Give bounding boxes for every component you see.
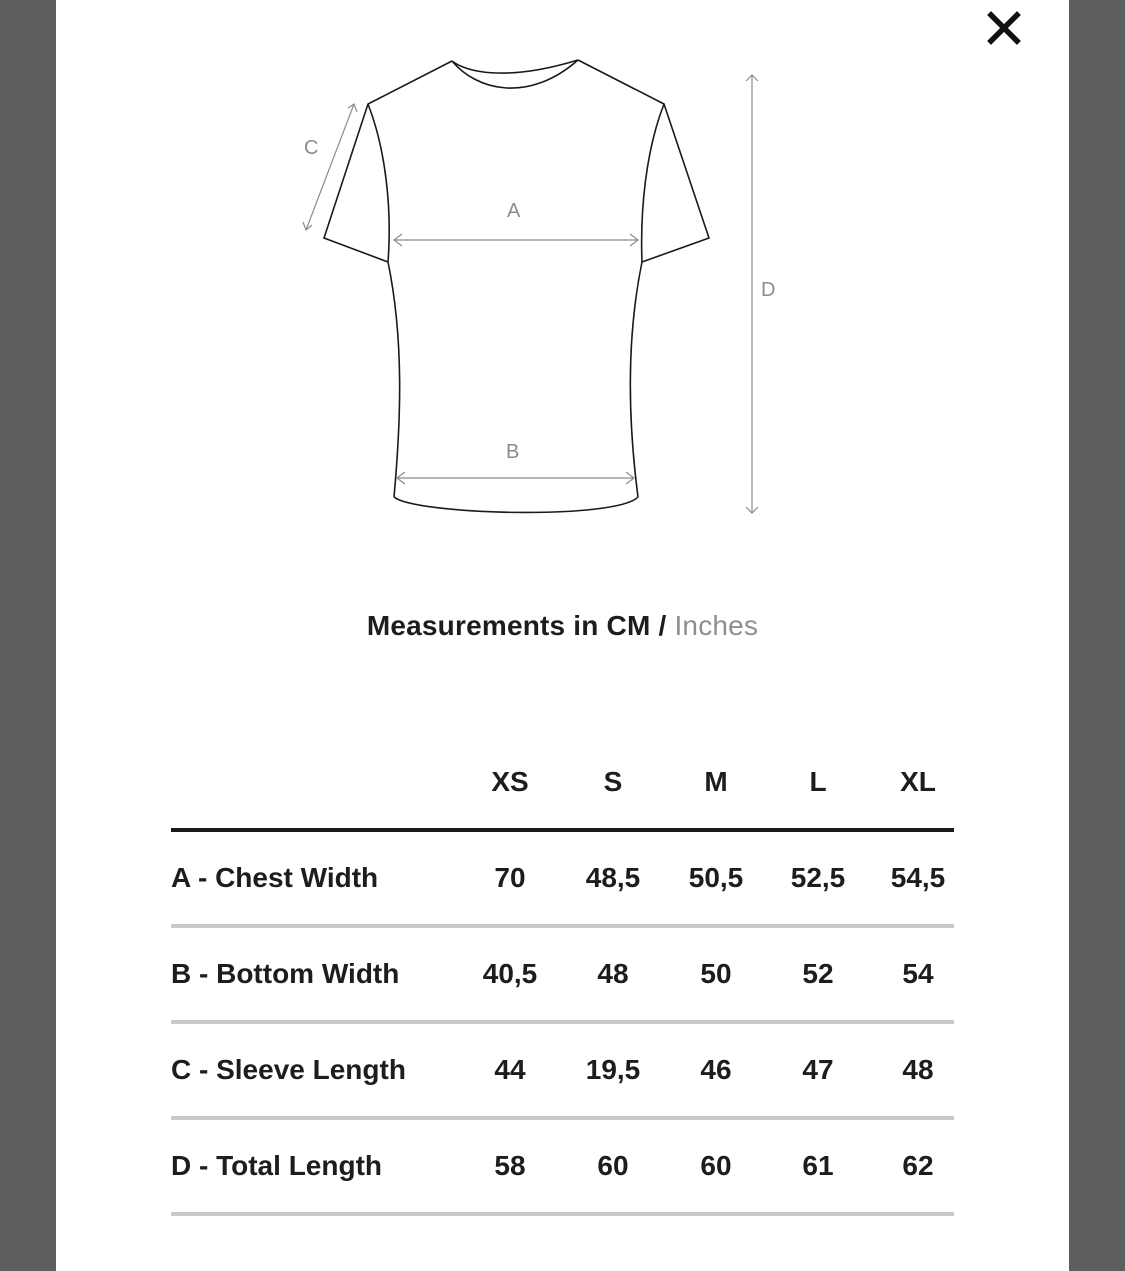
size-table	[171, 750, 954, 1216]
label-b: B	[506, 441, 520, 463]
table-cell: 54,5	[890, 862, 946, 893]
label-c: C	[304, 137, 319, 159]
row-label: A - Chest Width	[171, 862, 379, 893]
size-header: L	[809, 766, 827, 797]
table-cell: 60	[597, 1150, 629, 1181]
table-cell: 52,5	[790, 862, 846, 893]
units-inches[interactable]: Inches	[674, 610, 759, 641]
table-cell: 70	[494, 862, 526, 893]
tshirt-outline	[56, 0, 1069, 560]
table-cell: 52	[802, 958, 834, 989]
units-cm[interactable]: Measurements in CM	[366, 610, 651, 641]
table-cell: 44	[494, 1054, 526, 1085]
table-row	[171, 928, 954, 1024]
row-label: D - Total Length	[171, 1150, 382, 1181]
size-header: M	[704, 766, 728, 797]
label-d: D	[761, 279, 776, 301]
table-cell: 48	[597, 958, 629, 989]
tshirt-diagram	[56, 0, 1069, 560]
table-cell: 58	[494, 1150, 526, 1181]
size-guide-modal	[56, 0, 1069, 1271]
size-header: XL	[900, 766, 936, 797]
size-header: S	[603, 766, 623, 797]
table-cell: 19,5	[585, 1054, 641, 1085]
table-cell: 60	[700, 1150, 732, 1181]
row-label: C - Sleeve Length	[171, 1054, 406, 1085]
units-separator: /	[650, 610, 675, 641]
table-row	[171, 1120, 954, 1216]
label-a: A	[507, 200, 521, 222]
table-cell: 40,5	[482, 958, 538, 989]
table-cell: 47	[802, 1054, 834, 1085]
table-cell: 48,5	[585, 862, 641, 893]
table-row	[171, 1024, 954, 1120]
table-row	[171, 832, 954, 928]
table-cell: 62	[902, 1150, 934, 1181]
table-cell: 50,5	[688, 862, 744, 893]
size-header: XS	[491, 766, 529, 797]
table-cell: 48	[902, 1054, 934, 1085]
table-cell: 61	[802, 1150, 834, 1181]
table-cell: 54	[902, 958, 934, 989]
row-label: B - Bottom Width	[171, 958, 400, 989]
units-toggle	[56, 610, 1069, 642]
table-cell: 50	[700, 958, 732, 989]
table-cell: 46	[700, 1054, 732, 1085]
size-header-row	[171, 750, 954, 832]
